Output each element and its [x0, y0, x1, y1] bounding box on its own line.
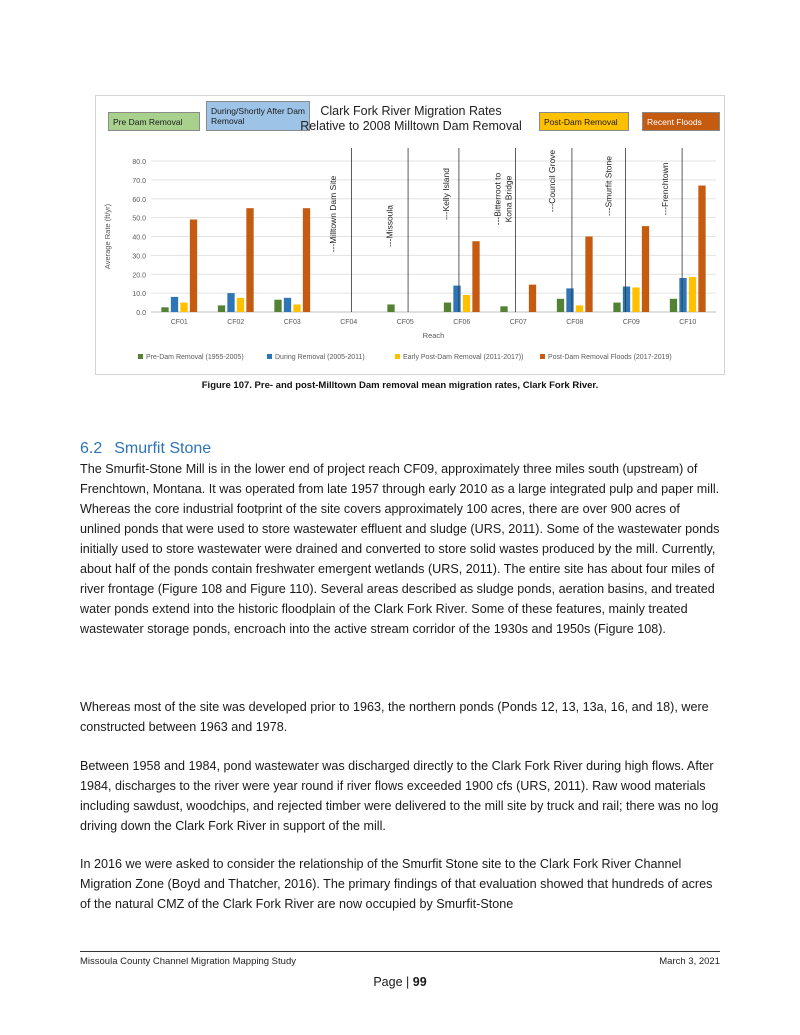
- annotation-label: ---Kelly Island: [440, 168, 451, 220]
- bar: [642, 226, 649, 312]
- x-tick-label: CF07: [509, 319, 527, 326]
- bar: [303, 208, 310, 312]
- legend-label: Post-Dam Removal Floods (2017-2019): [548, 354, 672, 361]
- phase-box-during-label: During/Shortly After Dam Removal: [211, 106, 306, 126]
- bar: [463, 295, 470, 312]
- chart-title: [296, 104, 526, 134]
- bar: [576, 305, 583, 312]
- bar: [566, 288, 573, 312]
- x-tick-label: CF02: [227, 319, 245, 326]
- legend-swatch: [540, 354, 545, 359]
- chart-svg: [96, 96, 726, 376]
- annotation-label: Kona Bridge: [503, 175, 514, 223]
- bar: [453, 286, 460, 312]
- bar: [698, 186, 705, 312]
- section-heading: [80, 440, 211, 458]
- bar: [623, 287, 630, 312]
- bar: [161, 307, 168, 312]
- annotation-label: ---Smurfit Stone: [603, 156, 614, 216]
- x-axis-label: Reach: [422, 331, 445, 340]
- chart-subtitle: Relative to 2008 Milltown Dam Removal: [300, 119, 522, 133]
- phase-box-post-dam: [539, 112, 629, 131]
- annotation-label: ---Frenchtown: [659, 162, 670, 216]
- legend-label: Pre-Dam Removal (1955-2005): [146, 354, 244, 361]
- bar: [500, 306, 507, 312]
- bar: [387, 304, 394, 312]
- footer-rule: [80, 951, 720, 952]
- page-number: [0, 975, 800, 989]
- figure-107-chart: [95, 95, 725, 375]
- x-tick-label: CF04: [340, 319, 358, 326]
- annotation-label: ---Council Grove: [546, 149, 557, 213]
- bar: [632, 287, 639, 312]
- x-tick-label: CF08: [566, 319, 584, 326]
- footer-date: March 3, 2021: [659, 956, 720, 967]
- paragraph-3: Between 1958 and 1984, pond wastewater was discharged directly to the Clark Fork River during high flows. After 1984, discharges to the river were year round if river flows exceeded 1900 cfs (URS, 2011). Raw wood materials including sawdust, woodchips, and rejected timber were delivered to the mill site by truck and rail; there was no log driving down the Clark Fork River in support of the mill.: [80, 759, 719, 833]
- y-tick-label: 70.0: [132, 177, 146, 185]
- bar: [246, 208, 253, 312]
- page-label: Page |: [373, 975, 410, 989]
- legend-swatch: [395, 354, 400, 359]
- section-number: 6.2: [80, 440, 103, 457]
- figure-caption: Figure 107. Pre- and post-Milltown Dam removal mean migration rates, Clark Fork River.: [201, 380, 599, 391]
- y-tick-label: 30.0: [132, 253, 146, 261]
- y-tick-label: 60.0: [132, 196, 146, 204]
- bar: [689, 277, 696, 312]
- chart-title-main: Clark Fork River Migration Rates: [320, 104, 502, 118]
- bar: [444, 303, 451, 312]
- bar: [218, 305, 225, 312]
- y-tick-label: 40.0: [132, 234, 146, 242]
- y-tick-label: 10.0: [132, 291, 146, 299]
- paragraph-1: The Smurfit-Stone Mill is in the lower end of project reach CF09, approximately three miles south (upstream) of Frenchtown, Montana. It was operated from late 1957 through early 2010 as a large integrated pulp and paper mill. Whereas the core industrial footprint of the site covers approximately 100 acres, there are over 900 acres of unlined ponds that were used to store wastewater effluent and sludge (URS, 2011). Some of the wastewater ponds initially used to store wastewater were drained and converted to store solid wastes produced by the mill. Currently, about half of the ponds contain freshwater emergent wetlands (URS, 2011). The entire site has about four miles of river frontage (Figure 108 and Figure 110). Several areas described as sludge ponds, aeration basins, and treated water ponds extend into the historic floodplain of the Clark Fork River. Some of these features, mainly treated wastewater storage ponds, encroach into the active stream corridor of the 1930s and 1950s (Figure 108).: [80, 462, 720, 636]
- bar: [227, 293, 234, 312]
- x-tick-label: CF03: [283, 319, 301, 326]
- bar: [237, 298, 244, 312]
- bar: [293, 304, 300, 312]
- x-tick-label: CF09: [622, 319, 640, 326]
- phase-box-recent-floods: [642, 112, 720, 131]
- annotation-label: ---Missoula: [384, 204, 395, 248]
- footer-study-title: Missoula County Channel Migration Mapping Study: [80, 956, 296, 967]
- annotation-label: ---Bitterroot to: [492, 172, 503, 226]
- phase-box-pre-dam: [108, 112, 200, 131]
- y-tick-label: 50.0: [132, 215, 146, 223]
- bar: [274, 300, 281, 312]
- paragraph-4: In 2016 we were asked to consider the relationship of the Smurfit Stone site to the Clark Fork River Channel Migration Zone (Boyd and Thatcher, 2016). The primary findings of that evaluation showed that hundreds of acres of the natural CMZ of the Clark Fork River are now occupied by Smurfit-Stone: [80, 857, 713, 911]
- paragraph-2: Whereas most of the site was developed prior to 1963, the northern ponds (Ponds 12, 13, 13a, 16, and 18), were constructed between 1963 and 1978.: [80, 700, 709, 734]
- y-tick-label: 20.0: [132, 272, 146, 280]
- bar: [679, 278, 686, 312]
- y-axis-label: Average Rate (ft/yr): [103, 203, 112, 270]
- annotation-label: ---Milltown Dam Site: [327, 175, 338, 253]
- legend-swatch: [267, 354, 272, 359]
- bar: [472, 241, 479, 312]
- x-tick-label: CF05: [396, 319, 414, 326]
- section-title: Smurfit Stone: [114, 440, 212, 457]
- bar: [613, 303, 620, 312]
- phase-box-during: [206, 101, 310, 131]
- y-tick-label: 0.0: [136, 310, 146, 317]
- bar: [557, 299, 564, 312]
- legend-label: Early Post-Dam Removal (2011-2017)): [403, 354, 524, 361]
- y-tick-label: 80.0: [132, 159, 146, 166]
- bar: [180, 303, 187, 312]
- phase-box-post-dam-label: Post-Dam Removal: [544, 116, 618, 127]
- x-tick-label: CF01: [170, 319, 188, 326]
- x-tick-label: CF06: [453, 319, 471, 326]
- bar: [284, 298, 291, 312]
- bar: [529, 285, 536, 312]
- bar: [171, 297, 178, 312]
- bar: [190, 220, 197, 312]
- page-number-value: 99: [412, 975, 427, 989]
- legend-swatch: [138, 354, 143, 359]
- x-tick-label: CF10: [679, 319, 697, 326]
- bar: [670, 299, 677, 312]
- phase-box-pre-dam-label: Pre Dam Removal: [113, 116, 183, 127]
- phase-box-recent-floods-label: Recent Floods: [647, 116, 702, 127]
- legend-label: During Removal (2005-2011): [275, 354, 365, 361]
- bar: [585, 237, 592, 313]
